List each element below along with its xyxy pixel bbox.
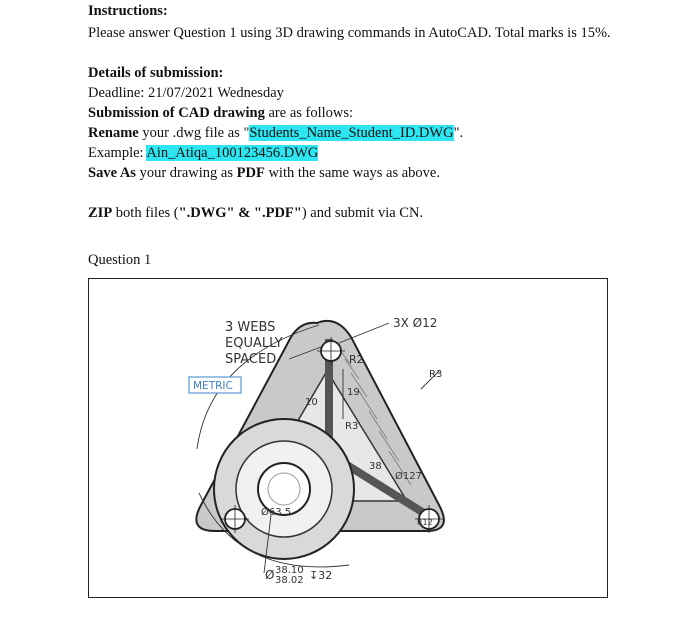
example-line	[88, 144, 318, 162]
zip-end: ) and submit via CN.	[301, 205, 424, 221]
dim-10: 10	[305, 397, 318, 408]
dim-r12: R12	[417, 518, 433, 527]
dim-38: 38	[369, 461, 382, 472]
webs-note-line3: SPACED	[225, 352, 277, 367]
zip-line	[88, 204, 423, 222]
rename-line	[88, 124, 463, 142]
rename-end: ".	[453, 125, 464, 141]
r2-callout: R2	[349, 353, 364, 366]
saveas-end: with the same ways as above.	[264, 165, 440, 181]
zip-bold: ZIP	[88, 205, 113, 221]
bore-depth: ↧32	[309, 569, 333, 582]
bore-lower-limit: 38.02	[275, 575, 304, 586]
saveas-mid: your drawing as	[135, 165, 237, 181]
bore-upper-limit: 38.10	[275, 565, 304, 576]
cad-submission-line	[88, 104, 353, 122]
webs-note-line1: 3 WEBS	[225, 320, 276, 335]
instructions-body: Please answer Question 1 using 3D drawing commands in AutoCAD. Total marks is 15%.	[88, 25, 611, 41]
holes-callout: 3X Ø12	[393, 316, 438, 330]
saveas-bold: Save As	[88, 165, 136, 181]
dim-19: 19	[347, 387, 360, 398]
metric-label: METRIC	[193, 380, 233, 392]
saveas-pdf: PDF	[236, 165, 265, 181]
zip-file-types: ".DWG" & ".PDF"	[178, 205, 302, 221]
r3-inner-callout: R3	[345, 421, 359, 432]
rename-filename-highlight: Students_Name_Student_ID.DWG	[249, 125, 454, 141]
submission-heading: Details of submission:	[88, 65, 224, 81]
instructions-heading: Instructions:	[88, 3, 168, 19]
cad-drawing	[89, 279, 609, 599]
dim-63-5: Ø63.5	[261, 507, 292, 518]
cad-submission-bold: Submission of CAD drawing	[88, 105, 265, 121]
webs-note-line2: EQUALLY	[225, 336, 283, 351]
rename-bold: Rename	[88, 125, 139, 141]
r3-outer-callout: R3	[429, 369, 443, 380]
example-label: Example:	[88, 145, 147, 161]
cad-submission-rest: are as follows:	[264, 105, 354, 121]
saveas-line	[88, 164, 440, 182]
example-filename-highlight: Ain_Atiqa_100123456.DWG	[146, 145, 319, 161]
zip-mid: both files (	[112, 205, 179, 221]
deadline-line: Deadline: 21/07/2021 Wednesday	[88, 85, 284, 101]
rename-mid: your .dwg file as "	[138, 125, 250, 141]
question-title: Question 1	[88, 252, 152, 268]
bore-diameter-symbol: Ø	[265, 568, 275, 582]
dim-127: Ø127	[395, 471, 422, 482]
cad-drawing-frame	[88, 278, 608, 598]
